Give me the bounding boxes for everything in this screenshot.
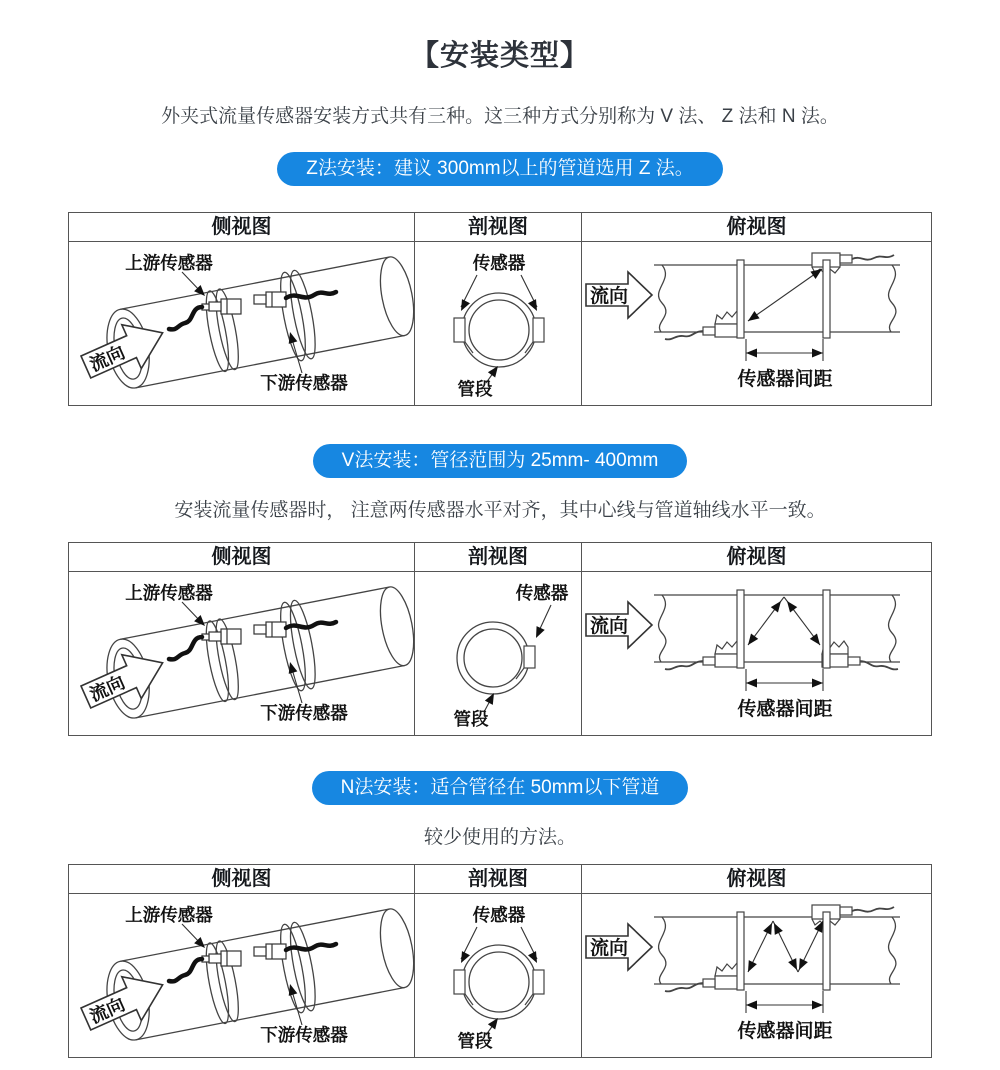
n-method-note: 较少使用的方法。 xyxy=(423,827,576,848)
n-table-body xyxy=(69,894,931,1057)
top-view-diagram-n xyxy=(582,894,931,1057)
header-section-view: 剖视图 xyxy=(414,543,581,571)
downstream-label: 下游传感器 xyxy=(260,703,348,723)
beam-arrow xyxy=(745,311,759,325)
v-section-view-cell xyxy=(414,572,581,735)
flow-label: 流向 xyxy=(590,938,629,959)
leader-lines xyxy=(484,605,551,712)
dimension-lines xyxy=(746,991,823,1013)
page-title: 【安装类型】 xyxy=(409,40,590,72)
pipe-section-label: 管段 xyxy=(453,709,489,729)
n-method-badge: N法安装：适合管径在 50mm以下管道 xyxy=(312,771,689,805)
downstream-label: 下游传感器 xyxy=(260,1025,348,1045)
downstream-cable xyxy=(286,292,336,298)
downstream-sensor-shape xyxy=(254,944,286,959)
top-view-diagram-z xyxy=(582,242,931,405)
z-table-header xyxy=(69,213,931,242)
v-table-body xyxy=(69,572,931,735)
flow-arrow xyxy=(586,924,652,970)
n-table-header xyxy=(69,865,931,894)
v-method-table xyxy=(68,542,932,736)
sensor-label: 传感器 xyxy=(472,253,526,273)
z-section-view-cell xyxy=(414,242,581,405)
beam-path xyxy=(748,921,823,972)
intro-text: 外夹式流量传感器安装方式共有三种。这三种方式分别称为 V 法、 Z 法和 N 法。 xyxy=(161,106,839,127)
n-method-table xyxy=(68,864,932,1058)
v-side-view-cell xyxy=(69,572,414,735)
section-view-diagram-two-sensors xyxy=(415,242,581,405)
flow-arrow xyxy=(586,602,652,648)
upstream-cable xyxy=(169,307,202,329)
side-view-diagram xyxy=(69,242,414,405)
flow-arrow xyxy=(586,272,652,318)
header-section-view: 剖视图 xyxy=(414,213,581,241)
sensor-shapes xyxy=(454,970,544,1005)
pipe-section-label: 管段 xyxy=(457,379,493,399)
dimension-lines xyxy=(746,669,823,691)
sensor-pointer-right xyxy=(528,299,541,313)
z-top-view-cell xyxy=(581,242,931,405)
sensor-pointer xyxy=(532,626,545,640)
z-table-body xyxy=(69,242,931,405)
v-badge-row xyxy=(0,406,1000,478)
v-top-view-cell xyxy=(581,572,931,735)
downstream-cable xyxy=(286,944,336,950)
dim-arrow xyxy=(746,349,757,358)
sensor-label: 传感器 xyxy=(472,905,526,925)
sensor-label: 传感器 xyxy=(515,583,569,603)
header-top-view: 俯视图 xyxy=(581,865,931,893)
n-section-view-cell xyxy=(414,894,581,1057)
pipe-cross-section xyxy=(457,622,529,694)
z-method-table xyxy=(68,212,932,406)
beam-path xyxy=(748,269,822,321)
beam-arrow xyxy=(744,634,758,648)
pipe-cross-section xyxy=(462,945,536,1019)
v-method-note: 安装流量传感器时， 注意两传感器水平对齐，其中心线与管道轴线水平一致。 xyxy=(174,500,826,521)
z-side-view-cell xyxy=(69,242,414,405)
flow-label: 流向 xyxy=(590,616,629,637)
spacing-label: 传感器间距 xyxy=(737,369,833,390)
beam-path xyxy=(748,597,820,645)
dim-arrow xyxy=(812,679,823,688)
upstream-label: 上游传感器 xyxy=(125,905,213,925)
header-top-view: 俯视图 xyxy=(581,213,931,241)
beam-arrow xyxy=(744,960,757,974)
flow-label: 流向 xyxy=(86,994,128,1027)
beam-arrow xyxy=(771,598,785,612)
top-view-diagram-v xyxy=(582,572,931,735)
spacing-label: 传感器间距 xyxy=(737,699,833,720)
header-top-view: 俯视图 xyxy=(581,543,931,571)
downstream-sensor-shape xyxy=(254,292,286,307)
sensor-pointer-left xyxy=(457,299,470,313)
spacing-label: 传感器间距 xyxy=(737,1021,833,1042)
sensor-pointer-right xyxy=(528,951,541,965)
clamp-bands xyxy=(737,590,830,668)
v-method-badge: V法安装：管径范围为 25mm- 400mm xyxy=(313,444,688,478)
flow-label: 流向 xyxy=(86,672,128,705)
downstream-label: 下游传感器 xyxy=(260,373,348,393)
flow-arrow xyxy=(76,641,172,719)
section-view-diagram-one-sensor xyxy=(415,572,581,735)
downstream-cable xyxy=(286,622,336,628)
flow-label: 流向 xyxy=(86,342,128,375)
downstream-sensor-shape xyxy=(254,622,286,637)
sensor-bottom-left xyxy=(665,641,741,669)
n-top-view-cell xyxy=(581,894,931,1057)
flow-label: 流向 xyxy=(590,286,629,307)
upstream-sensor-shape xyxy=(202,629,241,644)
sensor-bottom-left xyxy=(665,963,741,991)
header-side-view: 侧视图 xyxy=(211,868,272,890)
pipe-cross-section xyxy=(462,293,536,367)
sensor-pointer-left xyxy=(457,951,470,965)
flow-arrow xyxy=(76,311,172,389)
side-view-diagram xyxy=(69,572,414,735)
z-badge-row xyxy=(0,128,1000,186)
dim-arrow xyxy=(812,349,823,358)
dim-arrow xyxy=(746,1001,757,1010)
v-table-header xyxy=(69,543,931,572)
z-method-badge: Z法安装：建议 300mm以上的管道选用 Z 法。 xyxy=(277,152,722,186)
upstream-sensor-shape xyxy=(202,951,241,966)
pipe-top-view xyxy=(654,265,900,332)
sensor-shapes xyxy=(454,318,544,353)
upstream-sensor-shape xyxy=(202,299,241,314)
sensor-bottom-right xyxy=(822,641,898,669)
upstream-label: 上游传感器 xyxy=(125,253,213,273)
upstream-cable xyxy=(169,637,202,659)
upstream-cable xyxy=(169,959,202,981)
section-view-diagram-two-sensors xyxy=(415,894,581,1057)
beam-arrow xyxy=(810,634,824,648)
flow-arrow xyxy=(76,963,172,1041)
dimension-lines xyxy=(746,339,823,361)
side-view-diagram xyxy=(69,894,414,1057)
header-section-view: 剖视图 xyxy=(414,865,581,893)
header-side-view: 侧视图 xyxy=(211,216,272,238)
dim-arrow xyxy=(812,1001,823,1010)
header-side-view: 侧视图 xyxy=(211,546,272,568)
n-badge-row xyxy=(0,736,1000,805)
beam-arrow xyxy=(783,598,797,612)
upstream-label: 上游传感器 xyxy=(125,583,213,603)
n-side-view-cell xyxy=(69,894,414,1057)
pipe-section-label: 管段 xyxy=(457,1031,493,1051)
sensor-bottom-left xyxy=(665,311,741,339)
dim-arrow xyxy=(746,679,757,688)
